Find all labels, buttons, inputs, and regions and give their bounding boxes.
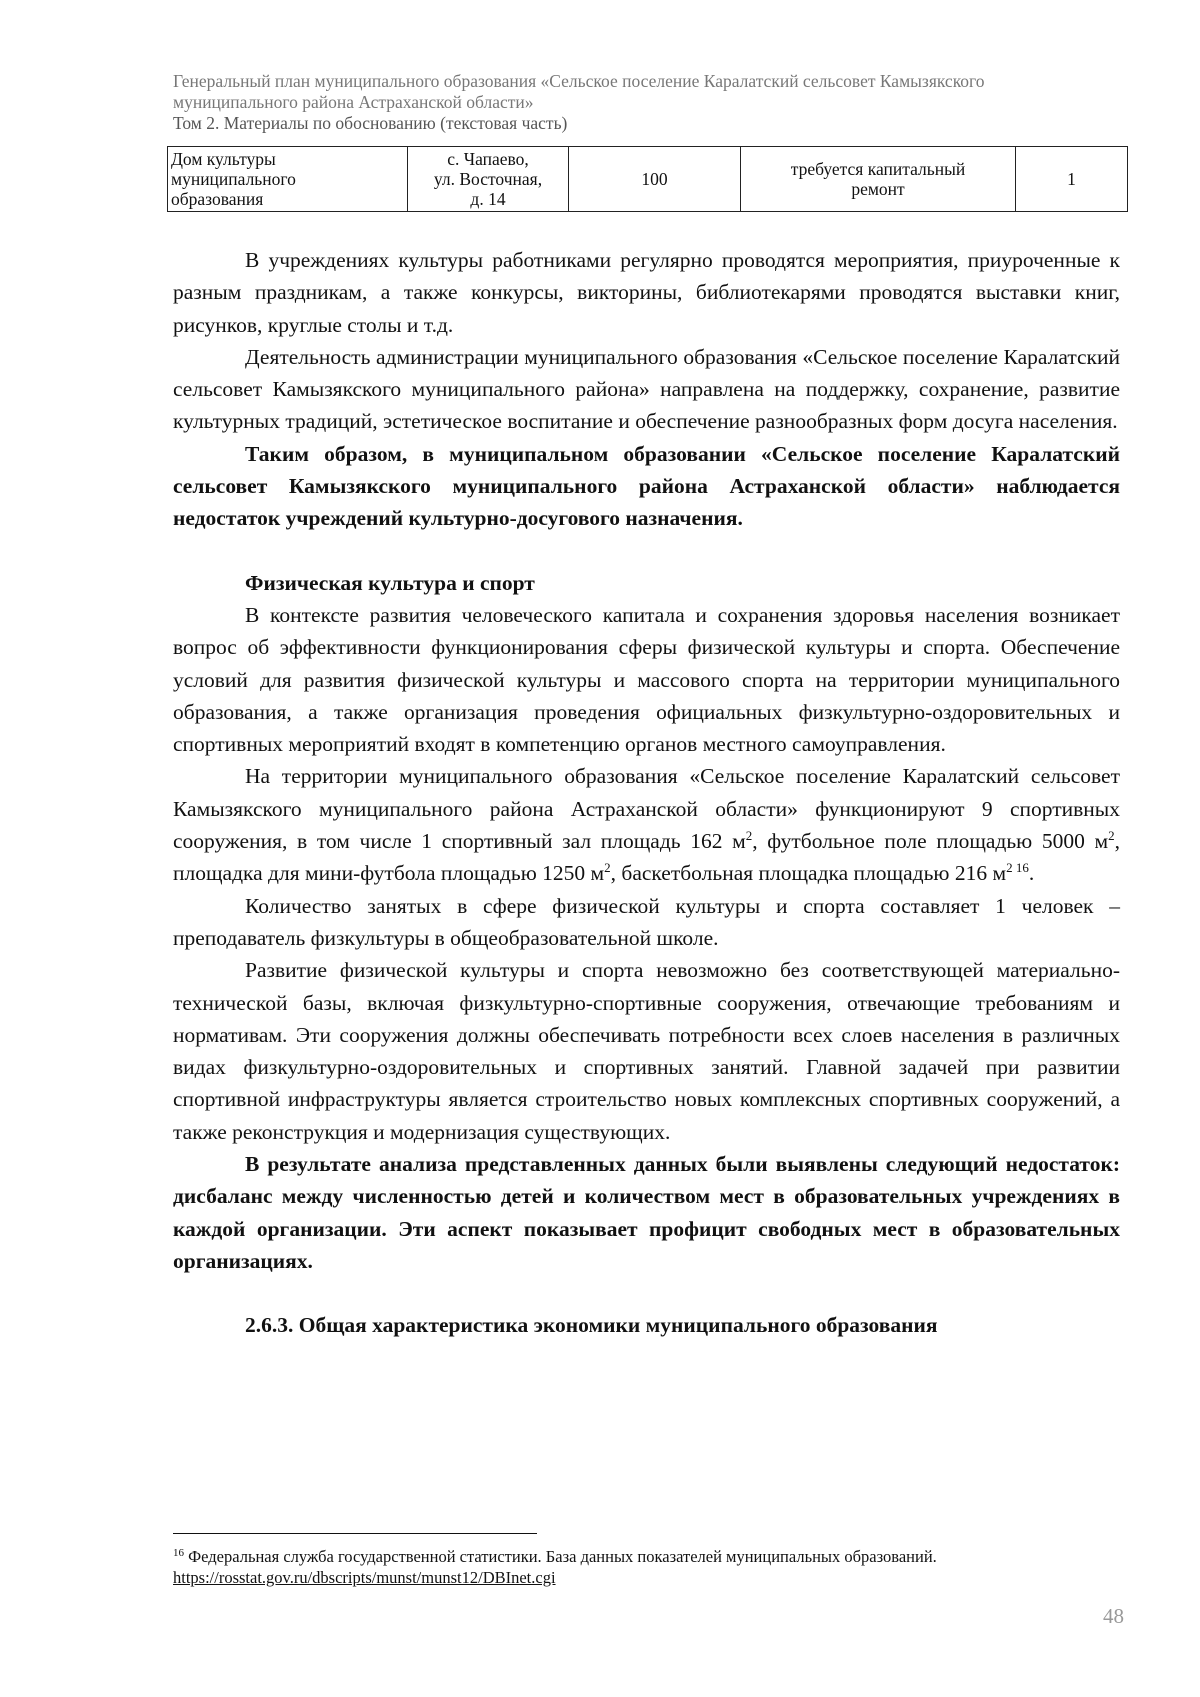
facility-state-cell: требуется капитальный ремонт [741,147,1016,212]
footnote-text: Федеральная служба государственной статистики. База данных показателей муниципальных образований. [184,1547,937,1566]
header-line-1: Генеральный план муниципального образования «Сельское поселение Каралатский сельсовет Камызякского [173,71,985,91]
header-line-2: муниципального района Астраханской области» [173,92,534,112]
footnote-link[interactable]: https://rosstat.gov.ru/dbscripts/munst/munst12/DBInet.cgi [173,1568,556,1587]
table-row [168,147,1128,212]
footnote-reference: 2 16 [1006,860,1029,876]
paragraph-conclusion-education: В результате анализа представленных данных были выявлены следующий недостаток: дисбаланс между численностью детей и количеством мест в образовательных учреждениях в каждой организации. Эти аспект показывает профицит свободных мест в образовательных организациях. [173,1152,1120,1273]
footnote-separator [173,1533,537,1534]
header-volume-line: Том 2. Материалы по обоснованию (текстовая часть) [173,113,568,133]
spacer [173,535,1120,567]
running-header [173,71,1133,134]
document-body [173,244,1120,1342]
heading-sport: Физическая культура и спорт [245,570,535,595]
facility-address-cell: с. Чапаево, ул. Восточная, д. 14 [408,147,569,212]
footnote [173,1546,1120,1588]
page-number: 48 [1103,1604,1124,1628]
heading-section-2-6-3: 2.6.3. Общая характеристика экономики муниципального образования [245,1313,938,1338]
paragraph-conclusion-culture: Таким образом, в муниципальном образовании «Сельское поселение Каралатский сельсовет Камызякского муниципального района Астраханской области» наблюдается недостаток учреждений культурно-досугового назначения. [173,441,1120,531]
paragraph-sport-context: В контексте развития человеческого капитала и сохранения здоровья населения возникает вопрос об эффективности функционирования сферы физической культуры и спорта. Обеспечение условий для развития физической культуры и массового спорта на территории муниципального образования, а также организация проведения официальных физкультурно-оздоровительных и спортивных мероприятий входят в компетенцию органов местного самоуправления. [173,602,1120,757]
paragraph-culture-events: В учреждениях культуры работниками регулярно проводятся мероприятия, приуроченные к разным праздникам, а также конкурсы, викторины, библиотекарями проводятся выставки книг, рисунков, круглые столы и т.д. [173,248,1120,337]
facility-name-cell: Дом культуры муниципального образования [168,147,408,212]
paragraph-sport-facilities: На территории муниципального образования «Сельское поселение Каралатский сельсовет Камызякского муниципального района Астраханской области» функционируют 9 спортивных сооружения, в том числе 1 спортивный зал площадь 162 $м^2$, футбольное поле площадью 5000 $м^2$, площадка для мини-футбола площадью 1250 $м^2$, баскетбольная площадка площадью 216 $м^{2 16}$. [173,764,1120,886]
facility-table [167,146,1128,212]
footnote-mark: 16 [173,1547,184,1559]
facility-capacity-cell: 100 [569,147,741,212]
spacer [173,1277,1120,1309]
paragraph-administration: Деятельность администрации муниципального образования «Сельское поселение Каралатский сельсовет Камызякского муниципального района» направлена на поддержку, сохранение, развитие культурных традиций, эстетическое воспитание и обеспечение разнообразных форм досуга населения. [173,344,1120,434]
facility-count-cell: 1 [1016,147,1128,212]
paragraph-sport-development: Развитие физической культуры и спорта невозможно без соответствующей материально-технической базы, включая физкультурно-спортивные сооружения, отвечающие требованиям и нормативам. Эти сооружения должны обеспечивать потребности всех слоев населения в различных видах физкультурно-оздоровительных и спортивных занятий. Главной задачей при развитии спортивной инфраструктуры является строительство новых комплексных спортивных сооружений, а также реконструкция и модернизация существующих. [173,958,1120,1144]
paragraph-sport-staff: Количество занятых в сфере физической культуры и спорта составляет 1 человек – преподаватель физкультуры в общеобразовательной школе. [173,893,1120,950]
